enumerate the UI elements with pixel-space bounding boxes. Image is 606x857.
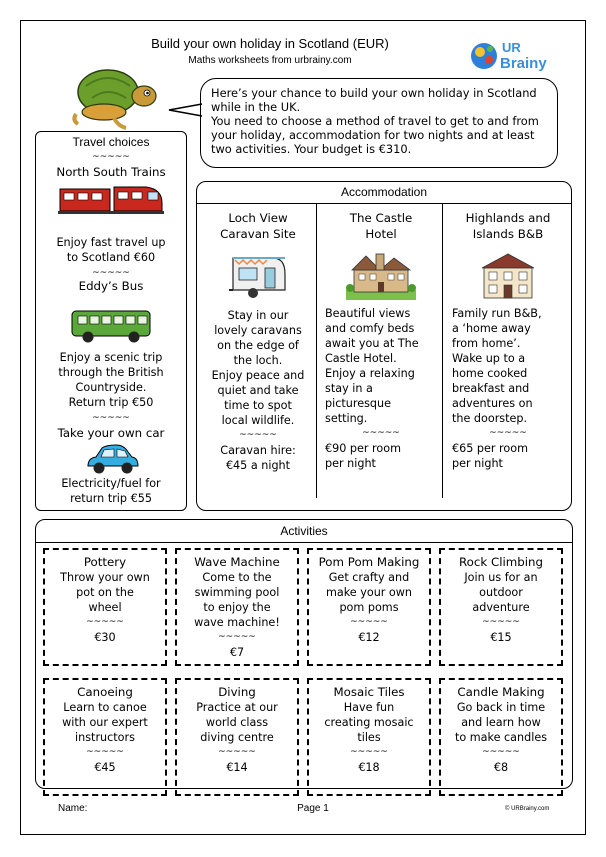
travel-option-desc: Enjoy a scenic trip [59,351,163,364]
activity-card [439,548,563,666]
bus-icon [70,308,152,344]
accommodation-desc: time to spot [224,399,292,412]
activity-title: Diving [218,685,256,699]
activity-price: €45 [94,761,116,774]
accommodation-desc: the doorstep. [452,412,528,425]
accommodation-desc: a ‘home away [452,322,531,335]
accommodation-desc: local wildlife. [221,414,295,427]
activity-desc: with our expert [62,716,148,729]
accommodation-name: The Castle [349,211,413,225]
activity-title: Wave Machine [194,555,280,569]
travel-option-desc: return trip €55 [70,492,152,505]
accommodation-desc: adventures on [452,397,533,410]
activity-title: Canoeing [77,685,133,699]
accommodation-desc: Beautiful views [325,307,411,320]
activity-desc: adventure [472,601,530,614]
squiggle: ~~~~~ [92,152,130,162]
activity-card [43,548,167,666]
caravan-icon [227,252,289,302]
accommodation-heading: Accommodation [340,185,428,199]
intro-line: two activities. Your budget is €310. [211,142,412,156]
squiggle: ~~~~~ [92,413,130,423]
intro-line: You need to choose a method of travel to get to and from [211,114,539,128]
activity-card [307,548,431,666]
accommodation-price: Caravan hire: [220,444,296,457]
train-icon [58,183,164,217]
accommodation-desc: home cooked [452,367,528,380]
accommodation-desc: Enjoy peace and [211,369,305,382]
worksheet-title: Build your own holiday in Scotland (EUR) [151,36,389,51]
squiggle: ~~~~~ [239,430,277,440]
squiggle: ~~~~~ [362,428,400,438]
accommodation-desc: Stay in our [227,309,289,322]
squiggle: ~~~~~ [218,632,256,642]
accommodation-name: Highlands and [465,211,551,225]
activity-price: €12 [358,631,380,644]
activity-price: €7 [229,646,245,659]
activity-desc: to make candles [454,731,548,744]
squiggle: ~~~~~ [350,617,388,627]
activity-desc: Have fun [343,701,395,714]
accommodation-option [452,210,564,498]
activity-desc: instructors [75,731,135,744]
accommodation-price: per night [452,457,503,470]
accommodation-desc: Castle Hotel. [325,352,397,365]
activity-price: €18 [358,761,380,774]
activity-price: €8 [493,761,509,774]
accommodation-desc: on the edge of [217,339,299,352]
activity-card [439,678,563,796]
accommodation-option [203,210,313,498]
travel-option-desc: Electricity/fuel for [61,477,161,490]
activity-title: Pom Pom Making [318,555,420,569]
travel-option-desc: through the British [58,366,164,379]
activity-desc: wave machine! [194,616,280,629]
squiggle: ~~~~~ [92,268,130,278]
accommodation-desc: stay in a [325,382,373,395]
copyright: © URBrainy.com [505,806,550,812]
accommodation-name: Loch View [228,211,288,225]
divider [442,204,443,498]
accommodation-option [325,210,437,498]
accommodation-name: Hotel [365,227,397,241]
travel-heading: Travel choices [72,135,150,149]
accommodation-desc: picturesque [325,397,391,410]
travel-option-name: Eddy’s Bus [78,279,144,293]
activity-desc: Throw your own [60,571,150,584]
activity-desc: swimming pool [194,586,280,599]
squiggle: ~~~~~ [482,617,520,627]
activity-desc: Come to the [202,571,272,584]
activity-desc: pom poms [339,601,399,614]
activity-desc: Practice at our [196,701,278,714]
activity-card [175,548,299,666]
accommodation-price: per night [325,457,376,470]
activity-desc: to enjoy the [203,601,271,614]
activity-price: €14 [226,761,248,774]
accommodation-name: Islands B&B [472,227,544,241]
activity-desc: make your own [325,586,413,599]
accommodation-desc: quiet and take [217,384,299,397]
activity-desc: outdoor [479,586,523,599]
turtle-mascot-icon [68,62,164,132]
accommodation-desc: the loch. [233,354,283,367]
urbrainy-logo [470,36,560,72]
activity-desc: world class [205,716,269,729]
worksheet-subtitle: Maths worksheets from urbrainy.com [188,55,352,66]
intro-line: while in the UK. [211,100,301,114]
activity-desc: wheel [88,601,122,614]
accommodation-desc: Wake up to a [452,352,526,365]
accommodation-desc: setting. [325,412,368,425]
activity-title: Pottery [83,555,127,569]
activity-card [43,678,167,796]
activity-price: €15 [490,631,512,644]
accommodation-price: €90 per room [325,442,401,455]
bed-and-breakfast-house-icon [480,252,536,300]
accommodation-desc: breakfast and [452,382,530,395]
squiggle: ~~~~~ [86,747,124,757]
speech-bubble-tail [167,98,203,122]
activity-desc: Get crafty and [328,571,410,584]
travel-option-desc: Return trip €50 [68,396,154,409]
travel-option-name: Take your own car [57,426,165,440]
accommodation-desc: from home’. [452,337,521,350]
divider [36,542,572,543]
intro-line: Here’s your chance to build your own holiday in Scotland [211,86,537,100]
accommodation-price: €65 per room [452,442,528,455]
activity-desc: and learn how [461,716,541,729]
divider [197,203,571,204]
accommodation-desc: and comfy beds [325,322,415,335]
activity-desc: creating mosaic [324,716,414,729]
hotel-icon [346,252,416,300]
logo-text-top: UR [502,40,521,55]
activities-panel [35,519,573,789]
accommodation-panel [196,181,572,511]
activity-desc: Learn to canoe [63,701,147,714]
travel-option-desc: Countryside. [75,381,147,394]
page-number: Page 1 [297,803,329,814]
activity-desc: Go back in time [456,701,546,714]
car-icon [84,442,140,478]
logo-text-bottom: Brainy [500,55,547,72]
travel-choices-panel [35,131,187,511]
activity-title: Rock Climbing [459,555,543,569]
activity-card [307,678,431,796]
accommodation-desc: await you at The [325,337,419,350]
squiggle: ~~~~~ [482,747,520,757]
travel-option-desc: Enjoy fast travel up [56,236,166,249]
squiggle: ~~~~~ [86,617,124,627]
activity-desc: Join us for an [464,571,538,584]
squiggle: ~~~~~ [218,747,256,757]
travel-option-name: North South Trains [56,165,166,179]
activity-price: €30 [94,631,116,644]
accommodation-desc: lovely caravans [214,324,302,337]
intro-speech-bubble [200,78,558,168]
activity-desc: pot on the [76,586,134,599]
squiggle: ~~~~~ [489,428,527,438]
divider [316,204,317,498]
activity-desc: diving centre [200,731,274,744]
name-label: Name: [58,803,88,814]
squiggle: ~~~~~ [350,747,388,757]
activity-desc: tiles [357,731,381,744]
activity-title: Candle Making [457,685,545,699]
activity-title: Mosaic Tiles [333,685,405,699]
travel-option-desc: to Scotland €60 [66,251,156,264]
accommodation-price: €45 a night [225,459,291,472]
accommodation-name: Caravan Site [220,227,296,241]
activities-heading: Activities [280,524,328,538]
intro-line: your holiday, accommodation for two nights and at least [211,128,535,142]
activity-card [175,678,299,796]
accommodation-desc: Enjoy a relaxing [325,367,415,380]
accommodation-desc: Family run B&B, [452,307,542,320]
